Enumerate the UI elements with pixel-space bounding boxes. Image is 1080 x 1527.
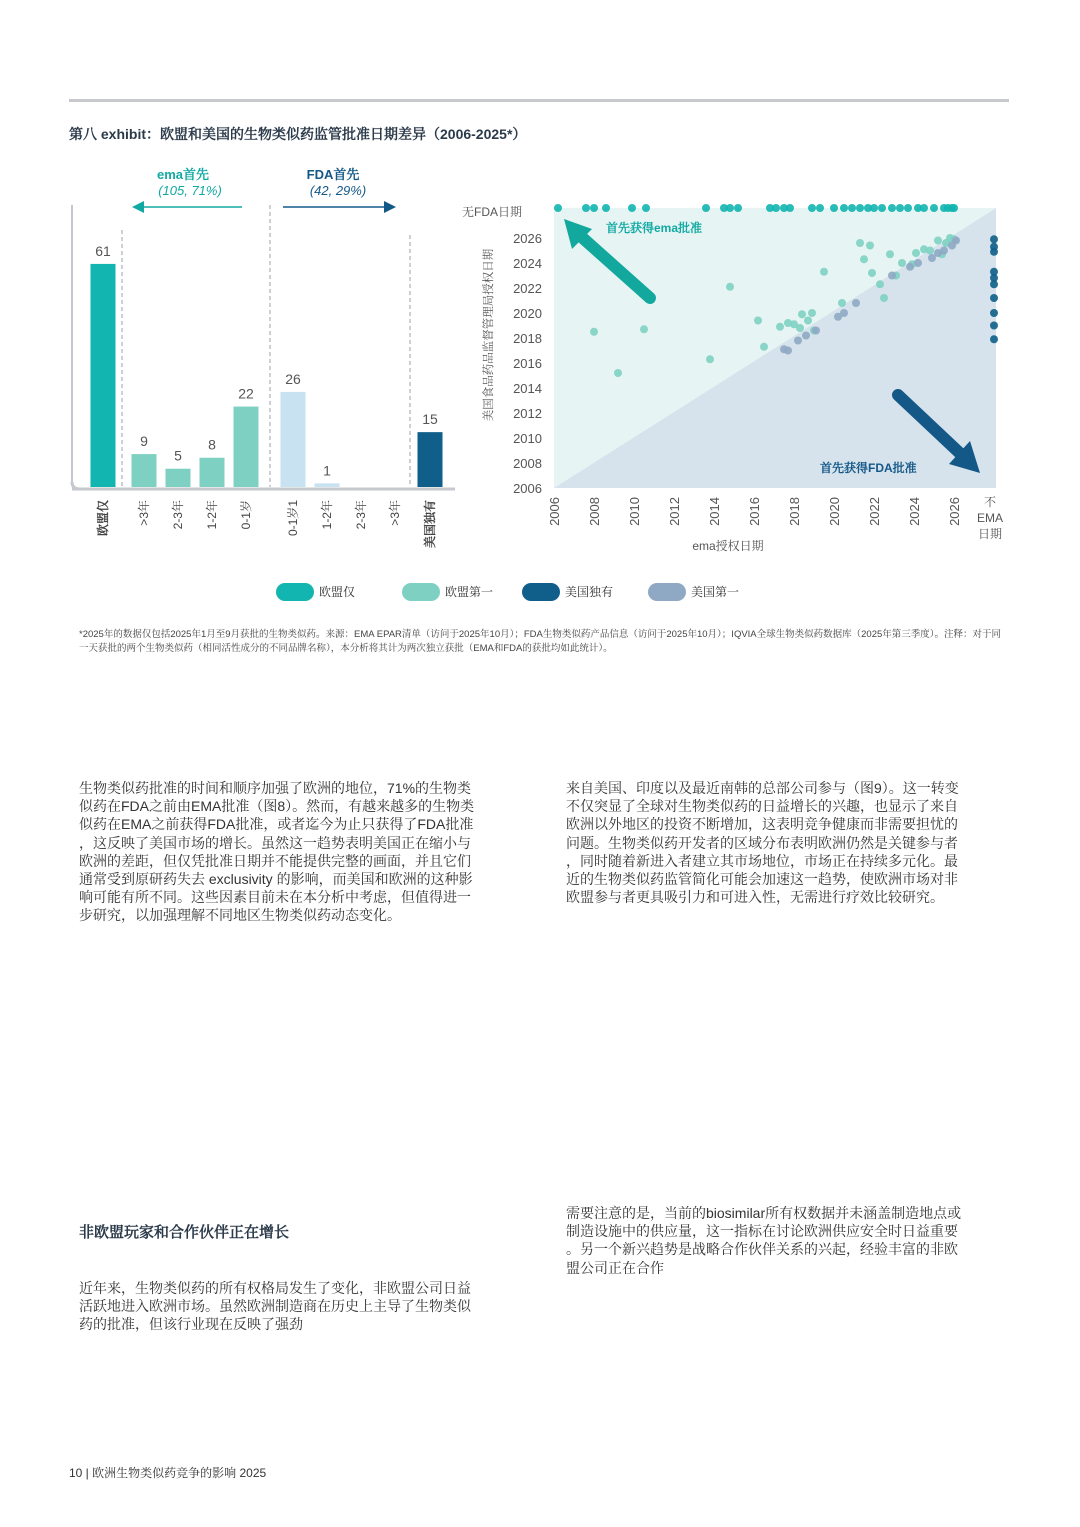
- legend-label-eu-first: 欧盟第一: [445, 585, 494, 599]
- y-tick-label: 2018: [513, 331, 542, 346]
- bar-value-label: 61: [95, 242, 111, 259]
- chart-legend: [270, 580, 790, 604]
- text-line: 药的批准，但该行业现在反映了强劲: [79, 1316, 303, 1333]
- scatter-point: [990, 309, 998, 317]
- scatter-point: [990, 294, 998, 302]
- page-footer: 10 | 欧洲生物类似药竞争的影响 2025: [69, 1466, 267, 1480]
- text-line: 不仅突显了全球对生物类似药的日益增长的兴趣，也显示了来自: [566, 798, 958, 815]
- scatter-point: [786, 204, 794, 212]
- scatter-point: [990, 322, 998, 330]
- scatter-point: [772, 204, 780, 212]
- x-tick-label: 2016: [747, 497, 762, 526]
- text-line: 盟公司正在合作: [566, 1259, 664, 1276]
- scatter-point: [706, 355, 714, 363]
- scatter-point: [590, 328, 598, 336]
- bar-category-label: 美国独有: [423, 500, 437, 549]
- fda-first-label: FDA首先: [306, 167, 360, 182]
- scatter-point: [830, 204, 838, 212]
- text-line: 活跃地进入欧洲市场。虽然欧洲制造商在历史上主导了生物类似: [79, 1298, 471, 1315]
- scatter-point: [866, 242, 874, 250]
- bar-axis-corner: [72, 482, 80, 489]
- text-line: 。另一个新兴趋势是战略合作伙伴关系的兴起，经验丰富的非欧: [566, 1241, 958, 1258]
- legend-swatch-eu-first: [402, 583, 440, 601]
- scatter-point: [602, 204, 610, 212]
- y-tick-label: 2010: [513, 431, 542, 446]
- bar: [132, 454, 157, 487]
- legend-swatch-us-only: [522, 583, 560, 601]
- bar-category-label: 2-3年: [171, 500, 185, 530]
- no-fda-date-label: 无FDA日期: [461, 205, 522, 219]
- bar-value-label: 15: [422, 411, 438, 428]
- x-tick-label: 2010: [627, 497, 642, 526]
- bar-category-label: 1-2年: [205, 500, 219, 530]
- scatter-point: [920, 204, 928, 212]
- bar-category-label: 欧盟仅: [96, 500, 110, 537]
- scatter-point: [590, 204, 598, 212]
- text-line: 欧洲以外地区的投资不断增加，这表明竞争健康而非需要担忧的: [566, 816, 958, 833]
- scatter-point: [582, 204, 590, 212]
- scatter-point: [952, 237, 960, 245]
- scatter-point: [990, 335, 998, 343]
- scatter-x-axis-label: ema授权日期: [692, 539, 764, 553]
- scatter-point: [934, 237, 942, 245]
- scatter-point: [734, 204, 742, 212]
- bar: [315, 483, 340, 487]
- scatter-point: [950, 204, 958, 212]
- no-ema-tick-3: 日期: [977, 527, 1003, 541]
- ema-first-label: ema首先: [156, 167, 210, 182]
- scatter-point: [856, 204, 864, 212]
- y-tick-label: 2016: [513, 356, 542, 371]
- y-tick-label: 2020: [513, 306, 542, 321]
- scatter-point: [640, 325, 648, 333]
- text-line: 响可能有所不同。这些因素目前未在本分析中考虑，但值得进一: [79, 889, 471, 906]
- exhibit-title: 第八 exhibit：欧盟和美国的生物类似药监管批准日期差异（2006-2025*）: [69, 126, 527, 142]
- legend-label-us-first: 美国第一: [691, 585, 740, 599]
- bar-value-label: 26: [285, 370, 301, 387]
- scatter-point: [554, 204, 562, 212]
- scatter-point: [848, 204, 856, 212]
- text-line: 问题。生物类似药开发者的区域分布表明欧洲仍然是关键参与者: [566, 834, 958, 851]
- bar-category-label: 0-1岁1: [286, 500, 300, 537]
- bar-category-label: >3年: [388, 500, 402, 526]
- ema-first-arrowhead: [132, 201, 144, 213]
- scatter-point: [870, 204, 878, 212]
- x-tick-label: 2022: [867, 497, 882, 526]
- legend-swatch-us-first: [648, 583, 686, 601]
- x-tick-label: 2026: [947, 497, 962, 526]
- text-line: 似药在EMA之前获得FDA批准，或者迄今为止只获得了FDA批准: [79, 816, 474, 833]
- text-line: 来自美国、印度以及最近南韩的总部公司参与（图9）。这一转变: [566, 780, 959, 796]
- scatter-point: [816, 204, 824, 212]
- scatter-point: [808, 204, 816, 212]
- scatter-point: [898, 259, 906, 267]
- chart-footnote: *2025年的数据仅包括2025年1月至9月获批的生物类似药。来源：EMA EPAR清单（访问于2025年10月）；FDA生物类似药产品信息（访问于2025年10月）；IQVIA全球生物类似药数据库（2025年第三季度）。注释：对于同一天获批的两个生物类似药（相同活性成分的不同品牌名称），本分析将其计为两次独立获批（EMA和FDA的获批均如此统计）。: [79, 629, 1002, 654]
- text-line: ，同时随着新进入者建立其市场地位，市场正在持续多元化。最: [566, 852, 958, 869]
- x-tick-label: 2006: [547, 497, 562, 526]
- bar-value-label: 1: [323, 462, 331, 479]
- y-tick-label: 2006: [513, 481, 542, 496]
- scatter-point: [990, 235, 998, 243]
- ema-annotation-label: 首先获得ema批准: [606, 221, 703, 235]
- scatter-chart: [440, 195, 1020, 570]
- bar-category-label: >3年: [137, 500, 151, 526]
- paragraph-right-2: [566, 1204, 1011, 1277]
- scatter-point: [868, 269, 876, 277]
- scatter-point: [906, 263, 914, 271]
- x-tick-label: 2024: [907, 497, 922, 526]
- scatter-point: [820, 268, 828, 276]
- scatter-point: [914, 259, 922, 267]
- scatter-point: [802, 332, 810, 340]
- scatter-point: [796, 324, 804, 332]
- scatter-point: [628, 204, 636, 212]
- scatter-point: [760, 343, 768, 351]
- no-ema-tick-1: 不: [983, 495, 997, 509]
- y-tick-label: 2014: [513, 381, 542, 396]
- legend-label-eu-only: 欧盟仅: [319, 585, 356, 599]
- bar-value-label: 5: [174, 447, 182, 464]
- scatter-point: [896, 204, 904, 212]
- scatter-point: [876, 280, 884, 288]
- y-tick-label: 2012: [513, 406, 542, 421]
- bar: [281, 392, 306, 487]
- scatter-point: [614, 369, 622, 377]
- scatter-point: [798, 310, 806, 318]
- top-rule: [69, 99, 1009, 102]
- bar-value-label: 9: [140, 433, 148, 450]
- scatter-point: [886, 250, 894, 258]
- y-tick-label: 2008: [513, 456, 542, 471]
- bar-value-label: 8: [208, 436, 216, 453]
- no-ema-tick-2: EMA: [976, 511, 1004, 525]
- x-tick-label: 2008: [587, 497, 602, 526]
- scatter-point: [990, 248, 998, 256]
- scatter-point: [840, 204, 848, 212]
- scatter-point: [852, 299, 860, 307]
- scatter-point: [784, 347, 792, 355]
- scatter-point: [888, 204, 896, 212]
- text-line: 步研究，以加强理解不同地区生物类似药动态变化。: [79, 907, 401, 924]
- text-line: 近年来，生物类似药的所有权格局发生了变化，非欧盟公司日益: [79, 1280, 471, 1296]
- paragraph-left-2: [79, 1279, 529, 1334]
- scatter-point: [838, 299, 846, 307]
- scatter-point: [860, 255, 868, 263]
- scatter-point: [754, 317, 762, 325]
- scatter-point: [776, 323, 784, 331]
- scatter-point: [840, 309, 848, 317]
- scatter-point: [878, 204, 886, 212]
- text-line: 需要注意的是，当前的biosimilar所有权数据并未涵盖制造地点或: [566, 1205, 962, 1221]
- text-line: ，这反映了美国市场的增长。虽然这一趋势表明美国正在缩小与: [79, 834, 471, 851]
- text-line: 似药在FDA之前由EMA批准（图8）。然而，有越来越多的生物类: [79, 798, 475, 815]
- bar-value-label: 22: [238, 385, 254, 402]
- ema-first-detail: (105, 71%): [158, 183, 222, 198]
- text-line: 通常受到原研药失去 exclusivity 的影响，而美国和欧洲的这种影: [79, 871, 473, 888]
- scatter-y-axis-label: 美国食品药品监督管理局授权日期: [483, 248, 495, 422]
- bar: [234, 407, 259, 487]
- fda-first-detail: (42, 29%): [309, 183, 367, 198]
- x-tick-label: 2020: [827, 497, 842, 526]
- scatter-point: [642, 204, 650, 212]
- scatter-point: [888, 272, 896, 280]
- x-tick-label: 2018: [787, 497, 802, 526]
- bar: [166, 469, 191, 487]
- paragraph-right-1: [566, 779, 1011, 906]
- scatter-point: [912, 249, 920, 257]
- y-tick-label: 2026: [513, 231, 542, 246]
- paragraph-left-1: [79, 779, 529, 925]
- text-line: 欧洲的差距，但仅凭批准日期并不能提供完整的画面，并且它们: [79, 852, 471, 869]
- bar: [91, 264, 116, 487]
- scatter-point: [940, 247, 948, 255]
- y-tick-label: 2022: [513, 281, 542, 296]
- bar-category-label: 2-3年: [354, 500, 368, 530]
- scatter-point: [880, 294, 888, 302]
- legend-swatch-eu-only: [276, 583, 314, 601]
- scatter-point: [726, 204, 734, 212]
- scatter-point: [702, 204, 710, 212]
- text-line: 制造设施中的供应量，这一指标在讨论欧洲供应安全时日益重要: [566, 1223, 958, 1240]
- bar-category-label: 1-2年: [320, 500, 334, 530]
- section-heading: 非欧盟玩家和合作伙伴正在增长: [79, 1224, 290, 1241]
- scatter-point: [856, 239, 864, 247]
- scatter-point: [726, 283, 734, 291]
- fda-annotation-label: 首先获得FDA批准: [820, 461, 917, 475]
- scatter-point: [926, 247, 934, 255]
- scatter-point: [990, 280, 998, 288]
- bar-category-label: 0-1岁: [239, 500, 253, 530]
- x-tick-label: 2012: [667, 497, 682, 526]
- scatter-point: [904, 204, 912, 212]
- text-line: 欧盟参与者更具吸引力和可进入性，无需进行疗效比较研究。: [566, 889, 944, 906]
- fda-first-arrowhead: [384, 201, 396, 213]
- bar: [200, 458, 225, 487]
- scatter-point: [812, 327, 820, 335]
- bar: [418, 432, 443, 487]
- scatter-point: [930, 204, 938, 212]
- bar-chart: [60, 160, 470, 580]
- legend-label-us-only: 美国独有: [565, 585, 614, 599]
- scatter-point: [794, 337, 802, 345]
- text-line: 生物类似药批准的时间和顺序加强了欧洲的地位，71%的生物类: [79, 780, 472, 796]
- text-line: 近的生物类似药监管简化可能会加速这一趋势，使欧洲市场对非: [566, 871, 958, 888]
- x-tick-label: 2014: [707, 497, 722, 526]
- scatter-point: [808, 309, 816, 317]
- scatter-point: [804, 317, 812, 325]
- y-tick-label: 2024: [513, 256, 542, 271]
